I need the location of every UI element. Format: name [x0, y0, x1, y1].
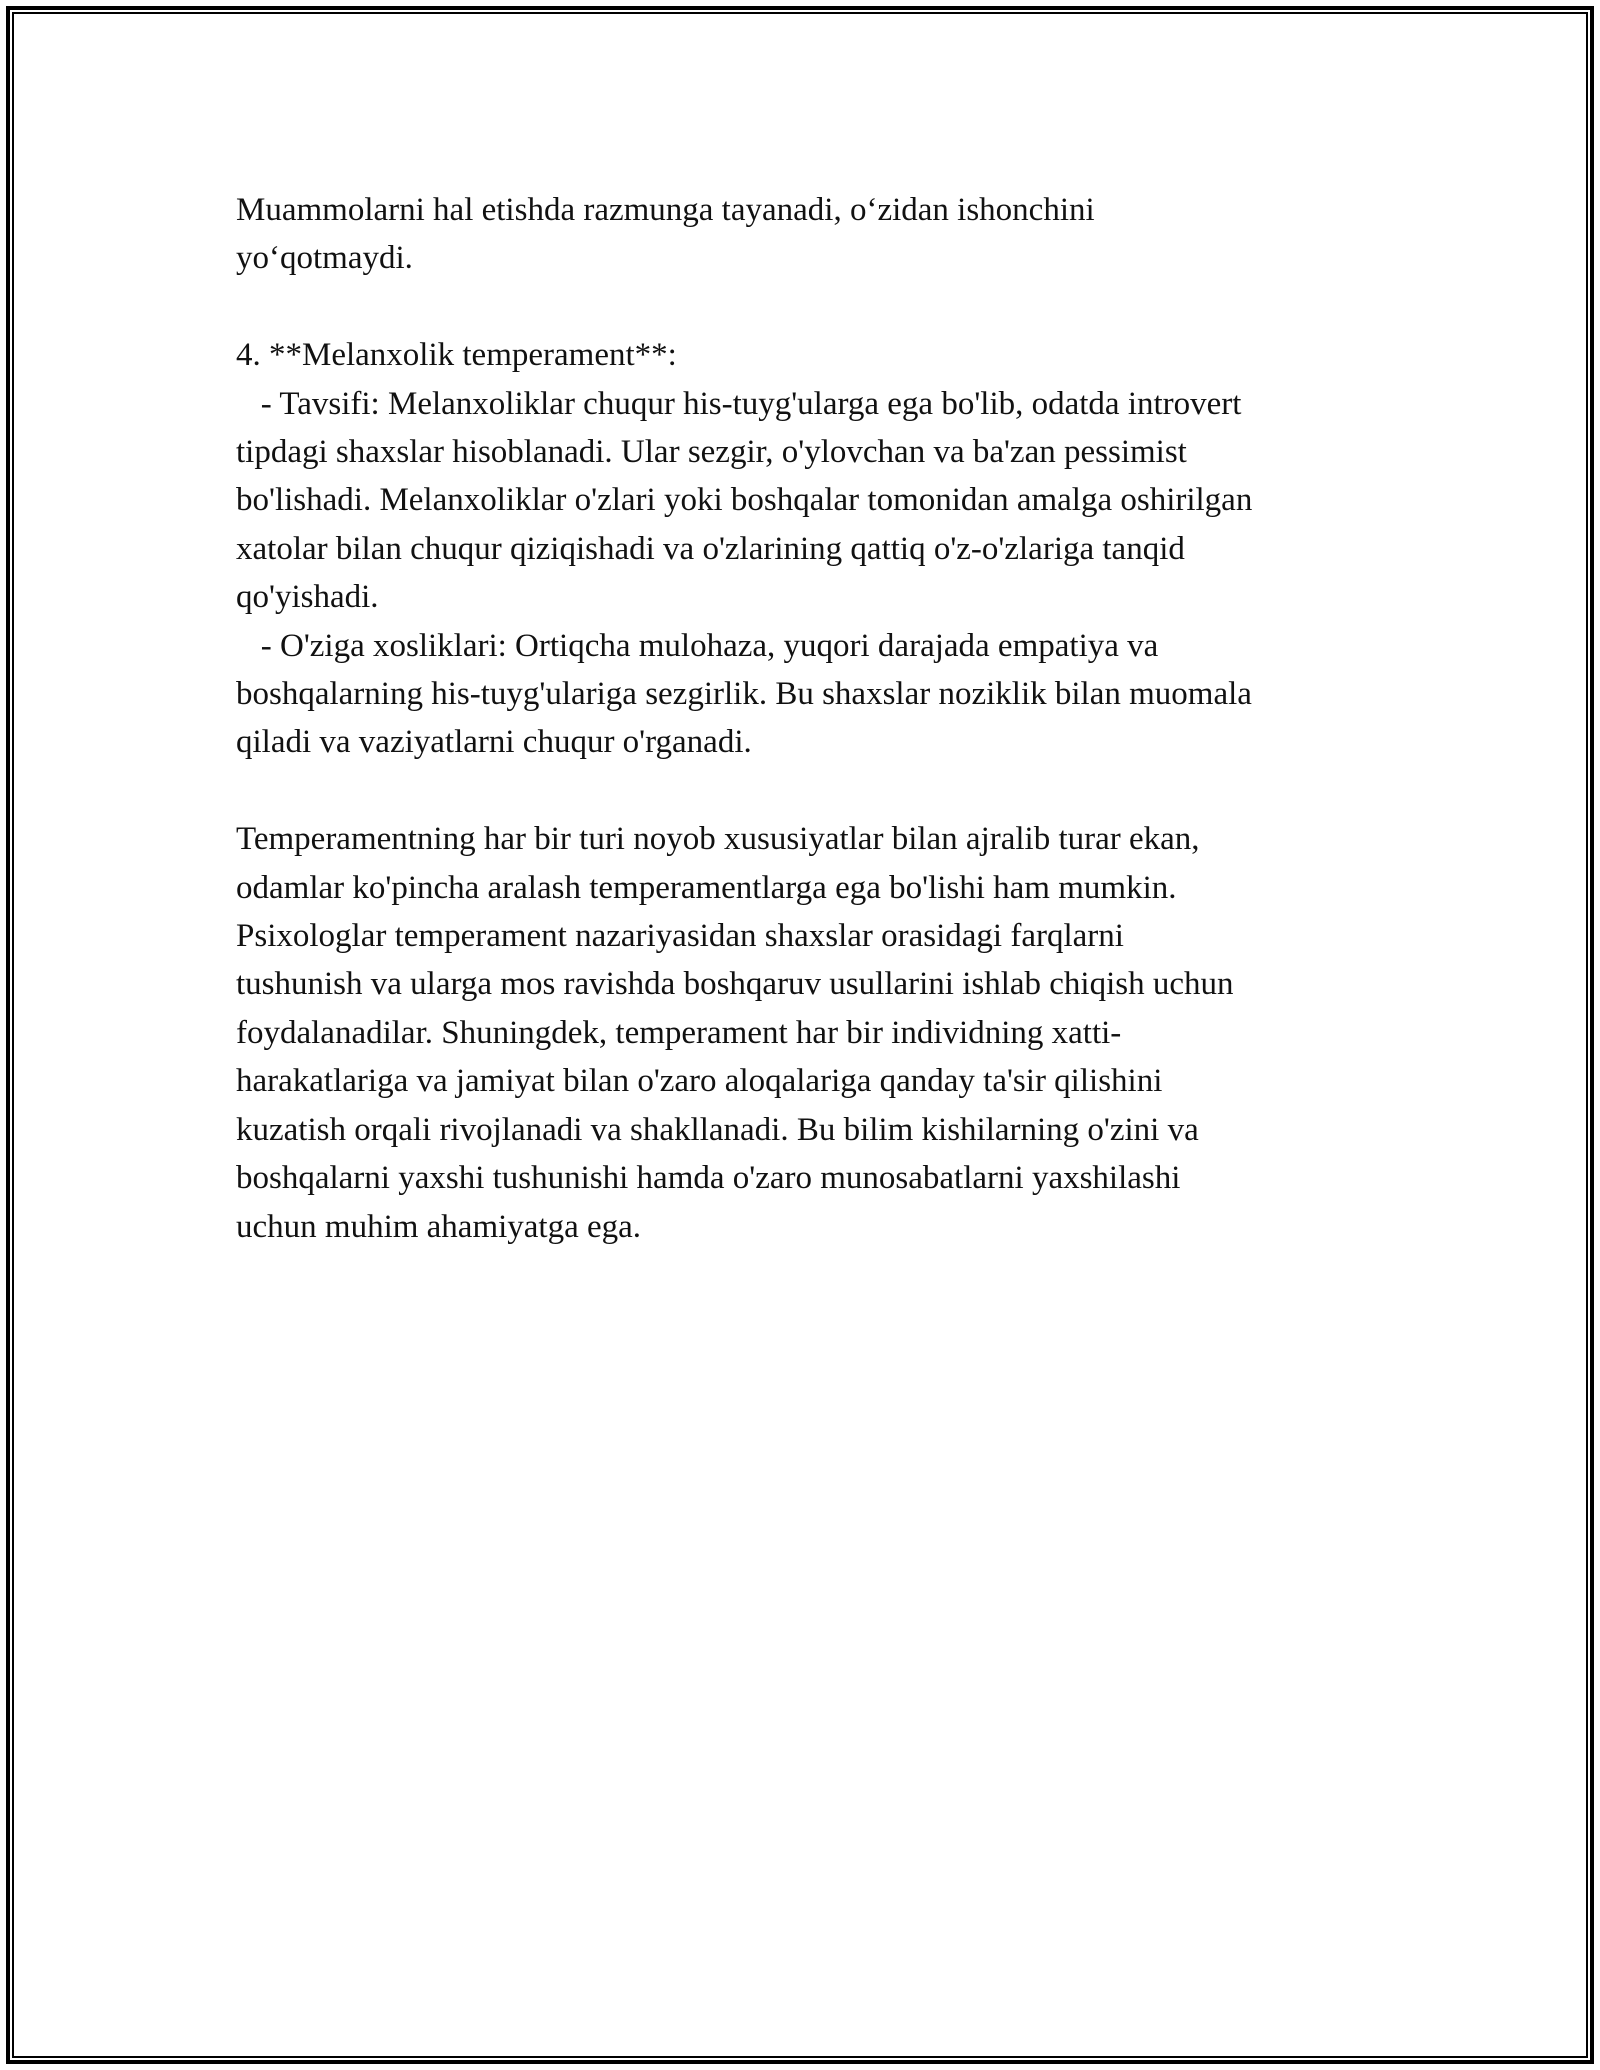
- paragraph-continuation: Muammolarni hal etishda razmunga tayanadi, o‘zidan ishonchini yo‘qotmaydi.: [236, 192, 1095, 277]
- document-body: [236, 186, 1376, 1251]
- list-item-description: - Tavsifi: Melanxoliklar chuqur his-tuyg'ularga ega bo'lib, odatda introvert tipdagi shaxslar hisoblanadi. Ular sezgir, o'ylovchan va ba'zan pessimist bo'lishadi. Melanxoliklar o'zlari yoki boshqalar tomonidan amalga oshirilgan xatolar bilan chuqur qiziqishadi va o'zlarining qattiq o'z-o'zlariga tanqid qo'yishadi.: [236, 385, 1253, 616]
- conclusion-paragraph: Temperamentning har bir turi noyob xususiyatlar bilan ajralib turar ekan, odamlar ko'pincha aralash temperamentlarga ega bo'lishi ham mumkin. Psixologlar temperament nazariyasidan shaxslar orasidagi farqlarni tushunish va ularga mos ravishda boshqaruv usullarini ishlab chiqish uchun foydalanadilar. Shuningdek, temperament har bir individning xatti- harakatlariga va jamiyat bilan o'zaro aloqalariga qanday ta'sir qilishini kuzatish orqali rivojlanadi va shakllanadi. Bu bilim kishilarning o'zini va boshqalarni yaxshi tushunishi hamda o'zaro munosabatlarni yaxshilashi uchun muhim ahamiyatga ega.: [236, 821, 1234, 1245]
- section-heading-melancholic: 4. **Melanxolik temperament**:: [236, 337, 677, 374]
- paragraph-gap: [236, 767, 1376, 815]
- paragraph-gap: [236, 283, 1376, 331]
- list-item-features: - O'ziga xosliklari: Ortiqcha mulohaza, yuqori darajada empatiya va boshqalarning his-tuyg'ulariga sezgirlik. Bu shaxslar noziklik bilan muomala qiladi va vaziyatlarni chuqur o'rganadi.: [236, 627, 1252, 761]
